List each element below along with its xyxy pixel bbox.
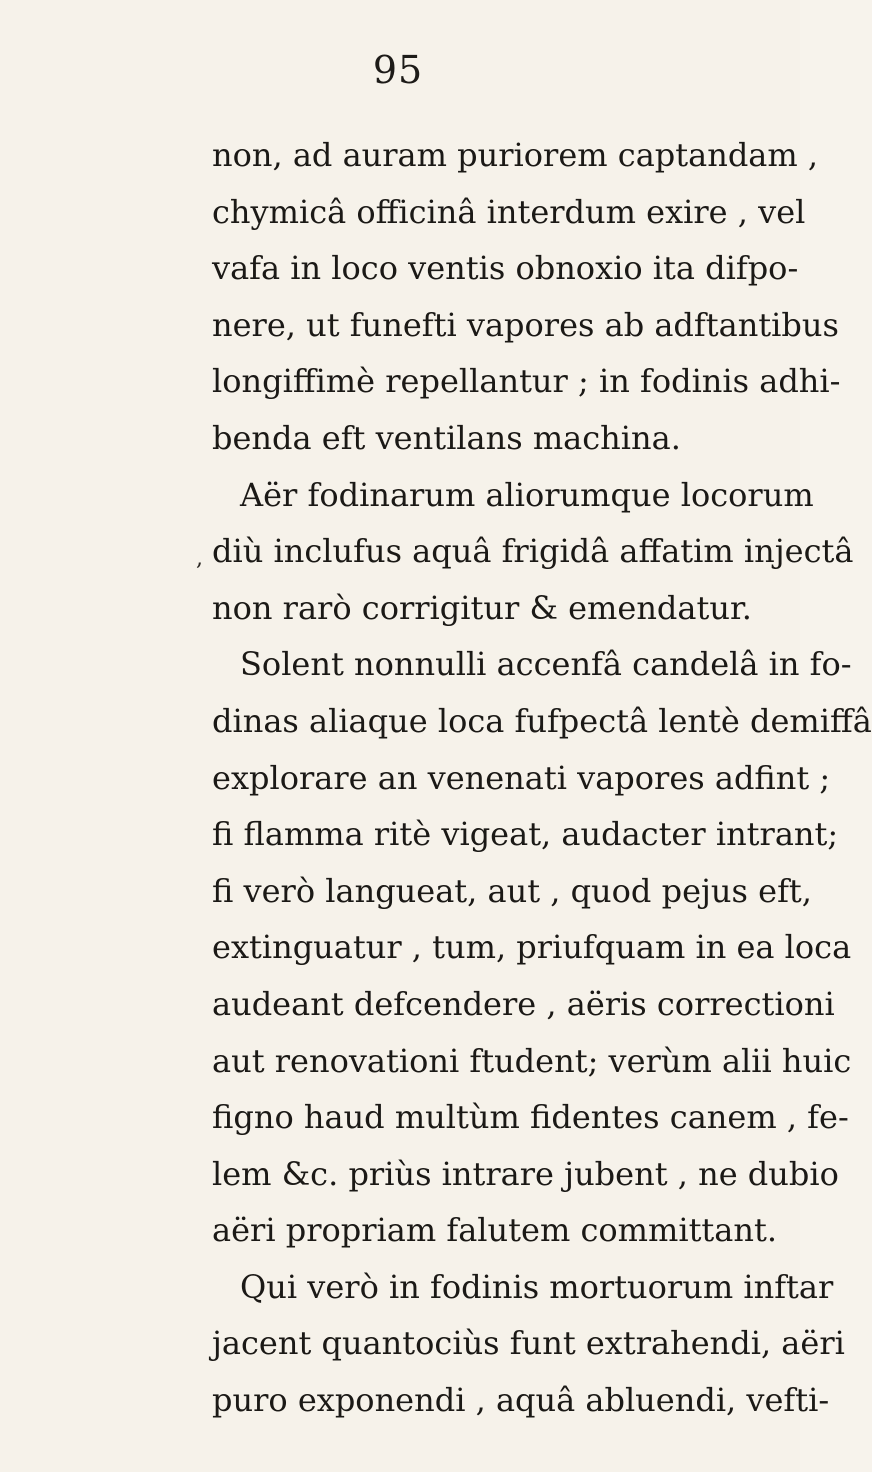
text-line-5: longiffimè repellantur ; in fodinis adhi- xyxy=(212,362,841,401)
text-line-3: vafa in loco ventis obnoxio ita difpo- xyxy=(212,249,799,288)
text-line-20: aëri propriam falutem committant. xyxy=(212,1211,777,1250)
text-line-12: explorare an venenati vapores adfint ; xyxy=(212,758,831,797)
text-line-6: benda eft ventilans machina. xyxy=(212,418,681,457)
text-line-10: Solent nonnulli accenfâ candelâ in fo- xyxy=(240,645,852,684)
text-line-23: puro exponendi , aquâ abluendi, vefti- xyxy=(212,1381,830,1420)
text-line-1: non, ad auram puriorem captandam , xyxy=(212,136,819,174)
text-line-18: figno haud multùm fidentes canem , fe- xyxy=(212,1098,849,1137)
text-line-7: Aër fodinarum aliorumque locorum xyxy=(240,475,814,514)
text-line-17: aut renovationi ftudent; verùm alii huic xyxy=(212,1041,852,1080)
text-line-14: fi verò langueat, aut , quod pejus eft, xyxy=(212,871,812,910)
text-line-16: audeant defcendere , aëris correctioni xyxy=(212,984,835,1023)
text-line-8: diù inclufus aquâ frigidâ affatim injectâ xyxy=(212,532,854,571)
body-text xyxy=(212,127,872,1429)
text-line-4: nere, ut funefti vapores ab adftantibus xyxy=(212,305,839,344)
text-line-9: non rarò corrigitur & emendatur. xyxy=(212,588,752,627)
text-line-19: lem &c. priùs intrare jubent , ne dubio xyxy=(212,1154,839,1193)
text-line-2: chymicâ officinâ interdum exire , vel xyxy=(212,192,806,231)
text-line-11: dinas aliaque loca fufpectâ lentè demiffâ xyxy=(212,701,872,740)
margin-mark: , xyxy=(196,546,203,571)
text-line-13: fi flamma ritè vigeat, audacter intrant; xyxy=(212,815,839,854)
page-number: 95 xyxy=(372,48,424,92)
text-line-15: extinguatur , tum, priufquam in ea loca xyxy=(212,928,852,967)
text-line-21: Qui verò in fodinis mortuorum inftar xyxy=(240,1267,834,1306)
text-line-22: jacent quantociùs funt extrahendi, aëri xyxy=(212,1324,845,1363)
